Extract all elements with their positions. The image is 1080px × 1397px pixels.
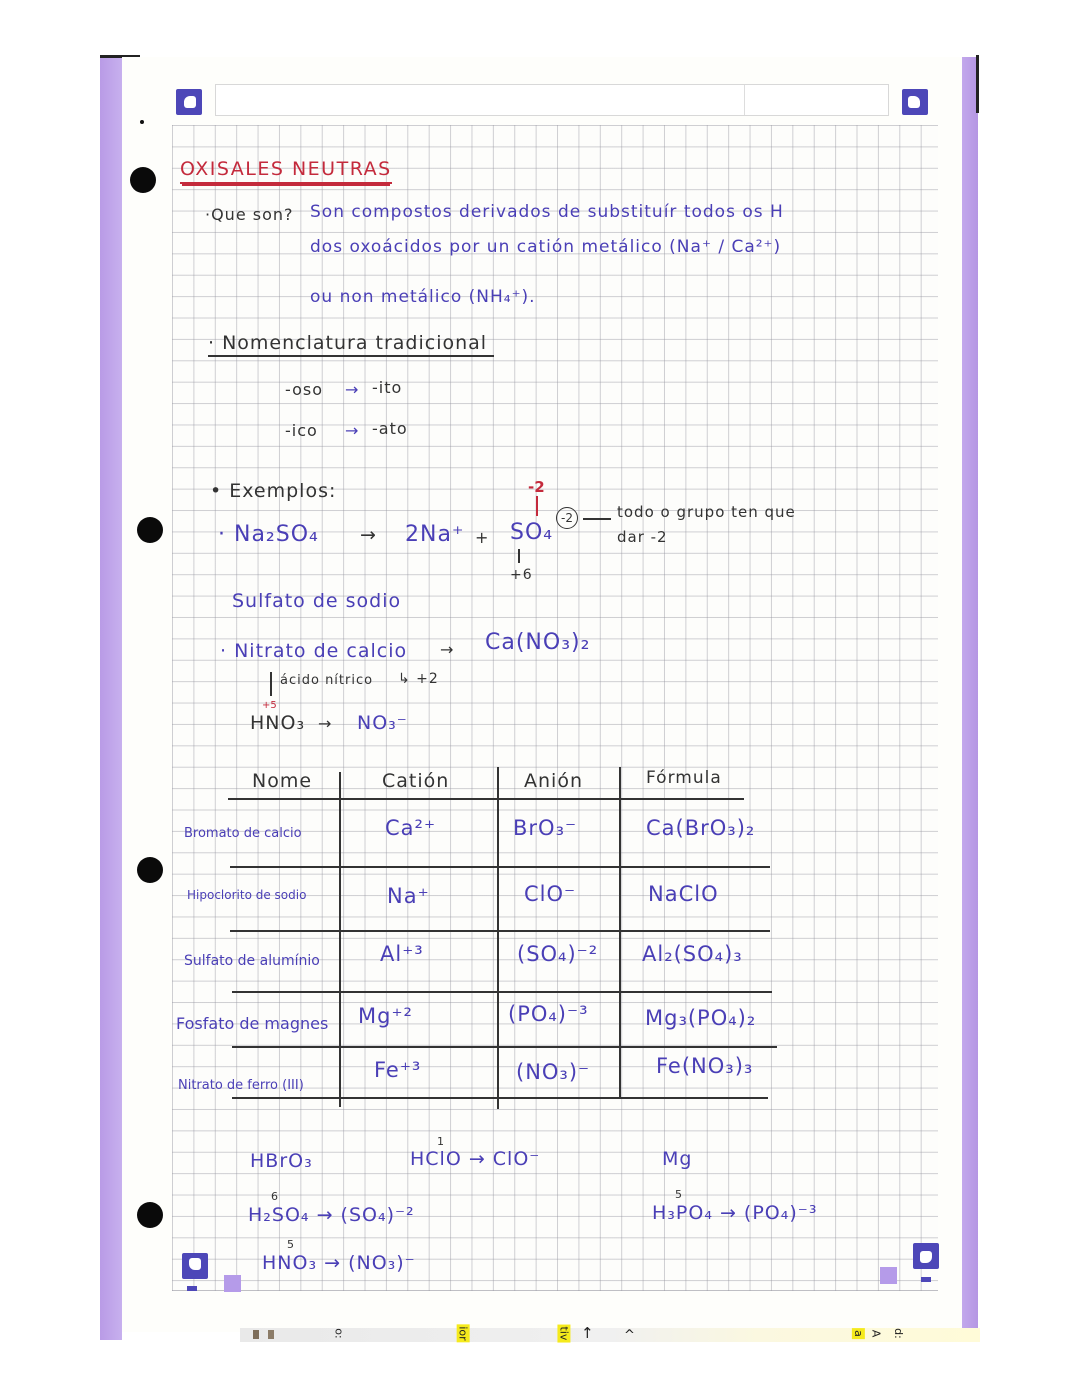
table-cell-cation: Na⁺: [387, 884, 430, 908]
arrow-line: [583, 518, 611, 520]
strip-fragment: tiv: [557, 1326, 571, 1341]
binder-hole: [137, 517, 163, 543]
page-header-box: [215, 84, 889, 116]
grid-paper: [172, 125, 938, 1291]
strip-fragment: o:: [332, 1328, 346, 1339]
table-cell-formula: NaClO: [648, 882, 719, 906]
table-cell-cation: Fe⁺³: [374, 1058, 422, 1082]
photo-edge: [976, 55, 979, 113]
binder-edge-right: [962, 57, 978, 1340]
strip-mark: [253, 1330, 259, 1339]
reaction-product-2: SO₄: [510, 520, 554, 545]
note-formula: HNO₃ → (NO₃)⁻: [262, 1252, 416, 1274]
rule-from: -oso: [285, 380, 323, 399]
up-arrow-icon: [536, 496, 538, 516]
note-formula: H₃PO₄ → (PO₄)⁻³: [652, 1202, 818, 1224]
table-cell-anion: (PO₄)⁻³: [508, 1002, 589, 1026]
down-arrow-icon: [270, 672, 272, 696]
table-rule: [232, 991, 772, 993]
table-header-nome: Nome: [252, 770, 313, 792]
table-cell-cation: Ca²⁺: [385, 816, 437, 840]
binder-hole: [137, 857, 163, 883]
table-divider: [497, 767, 499, 1109]
table-cell-name: Sulfato de alumínio: [184, 953, 320, 969]
page-title: OXISALES NEUTRAS: [180, 158, 392, 184]
table-cell-cation: Al⁺³: [380, 942, 424, 966]
acid-note: ácido nítrico: [280, 673, 374, 688]
anion-formula: NO₃⁻: [357, 712, 408, 734]
table-cell-name: Bromato de calcio: [184, 826, 302, 841]
note-oxidation: 6: [271, 1190, 279, 1203]
table-header-cation: Catión: [382, 770, 450, 792]
acid-oxidation: +5: [262, 700, 277, 711]
table-cell-name: Fosfato de magnes: [176, 1014, 329, 1033]
definition-line-1: Son compostos derivados de substituír todos os H: [310, 202, 784, 222]
note-oxidation: 5: [675, 1188, 683, 1201]
note-formula: Mg: [662, 1148, 693, 1170]
table-divider: [619, 767, 621, 1099]
table-cell-formula: Ca(BrO₃)₂: [646, 816, 756, 840]
table-rule: [232, 1046, 777, 1048]
strip-fragment: A: [869, 1329, 883, 1338]
marker-square: [880, 1267, 897, 1284]
marker-tick: [187, 1286, 197, 1291]
charge-label: -2: [528, 478, 545, 496]
reaction-arrow: →: [360, 524, 377, 546]
note-formula: HClO → ClO⁻: [410, 1148, 541, 1170]
table-divider: [339, 772, 341, 1107]
table-cell-formula: Fe(NO₃)₃: [656, 1054, 754, 1078]
strip-fragment: ior: [456, 1326, 470, 1341]
definition-line-2: dos oxoácidos por un catión metálico (Na⁺ / Ca²⁺): [310, 237, 782, 257]
rule-to: -ato: [372, 419, 408, 438]
table-cell-name: Hipoclorito de sodio: [187, 888, 307, 902]
circled-charge: -2: [556, 507, 578, 529]
reaction-plus: +: [475, 528, 490, 547]
binder-hole: [130, 167, 156, 193]
note-oxidation: 5: [287, 1238, 295, 1251]
rule-to: -ito: [372, 378, 403, 397]
marker-tick: [921, 1277, 931, 1282]
corner-marker-icon: [182, 1253, 208, 1279]
nomenclature-heading: · Nomenclatura tradicional: [208, 332, 494, 357]
table-rule: [230, 866, 770, 868]
rule-arrow: →: [345, 380, 360, 399]
acid-arrow: →: [318, 714, 333, 733]
table-cell-formula: Al₂(SO₄)₃: [642, 942, 743, 966]
examples-heading: • Exemplos:: [210, 480, 337, 502]
table-cell-anion: (NO₃)⁻: [516, 1060, 591, 1084]
example-name: Sulfato de sodio: [232, 590, 402, 612]
rule-from: -ico: [285, 421, 318, 440]
binder-hole: [137, 1202, 163, 1228]
definition-label: ·Que son?: [205, 205, 294, 224]
corner-marker-icon: [176, 89, 202, 115]
table-cell-anion: ClO⁻: [524, 882, 577, 906]
dust-speck: [140, 120, 144, 124]
note-line-2: dar -2: [617, 528, 668, 546]
table-header-formula: Fórmula: [646, 768, 722, 788]
charge-note: ↳ +2: [398, 671, 439, 687]
example-2-formula: Ca(NO₃)₂: [485, 630, 591, 655]
example-2-arrow: →: [440, 640, 455, 659]
reaction-reactant: · Na₂SO₄: [218, 522, 319, 547]
strip-fragment: ↑: [581, 1324, 594, 1342]
strip-fragment: d:: [891, 1328, 905, 1339]
table-header-anion: Anión: [524, 770, 583, 792]
table-rule: [228, 798, 744, 800]
example-2-name: · Nitrato de calcio: [220, 640, 408, 662]
strip-mark: [268, 1330, 274, 1339]
acid-formula: HNO₃: [250, 712, 306, 734]
table-cell-anion: BrO₃⁻: [513, 816, 578, 840]
corner-marker-icon: [902, 89, 928, 115]
table-cell-name: Nitrato de ferro (III): [178, 1078, 304, 1093]
table-rule: [230, 930, 770, 932]
table-cell-cation: Mg⁺²: [358, 1004, 413, 1028]
oxidation-number: +6: [510, 567, 533, 583]
definition-line-3: ou non metálico (NH₄⁺).: [310, 287, 536, 307]
strip-fragment: a: [851, 1330, 865, 1337]
table-cell-formula: Mg₃(PO₄)₂: [645, 1006, 757, 1030]
note-line-1: todo o grupo ten que: [617, 503, 796, 521]
reaction-product-1: 2Na⁺: [405, 522, 465, 547]
note-formula: HBrO₃: [250, 1150, 313, 1172]
binder-edge-left: [100, 57, 122, 1340]
down-arrow-icon: [518, 549, 520, 563]
note-formula: H₂SO₄ → (SO₄)⁻²: [248, 1204, 415, 1226]
strip-fragment: ^: [624, 1328, 635, 1343]
note-oxidation: 1: [437, 1135, 445, 1148]
table-cell-anion: (SO₄)⁻²: [517, 942, 599, 966]
table-rule: [232, 1097, 768, 1099]
rule-arrow: →: [345, 421, 360, 440]
marker-square: [224, 1275, 241, 1292]
corner-marker-icon: [913, 1243, 939, 1269]
